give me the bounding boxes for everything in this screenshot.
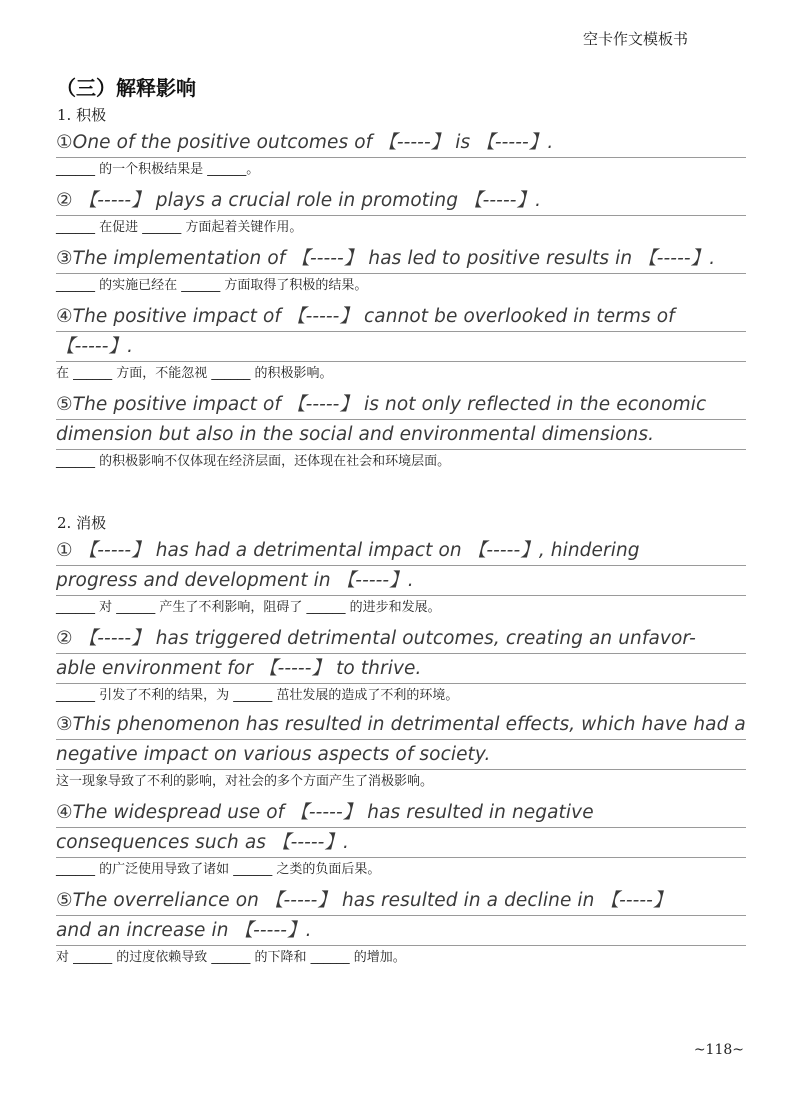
negative-item-2 bbox=[56, 624, 756, 706]
positive-heading: 1. 积极 bbox=[57, 106, 107, 124]
chinese-translation: ______ 的实施已经在 ______ 方面取得了积极的结果。 bbox=[56, 278, 368, 293]
chinese-translation: ______ 的一个积极结果是 ______。 bbox=[56, 162, 260, 177]
english-sentence-line: ③The implementation of 【-----】 has led to positive results in 【-----】. bbox=[56, 244, 746, 274]
negative-item-1 bbox=[56, 536, 756, 618]
chinese-translation: ______ 对 ______ 产生了不利影响，阻碍了 ______ 的进步和发展。 bbox=[56, 600, 441, 615]
english-sentence-line: ② 【-----】 has triggered detrimental outcomes, creating an unfavor- bbox=[56, 624, 746, 654]
chinese-translation: ______ 引发了不利的结果，为 ______ 茁壮发展的造成了不利的环境。 bbox=[56, 688, 459, 703]
english-sentence-line: ② 【-----】 plays a crucial role in promoting 【-----】. bbox=[56, 186, 746, 216]
chinese-translation: 对 ______ 的过度依赖导致 ______ 的下降和 ______ 的增加。 bbox=[56, 950, 406, 965]
english-sentence-line: consequences such as 【-----】. bbox=[56, 828, 746, 858]
page-number: ~118~ bbox=[693, 1042, 744, 1058]
english-sentence-line: progress and development in 【-----】. bbox=[56, 566, 746, 596]
english-sentence-line: ⑤The overreliance on 【-----】 has resulted in a decline in 【-----】 bbox=[56, 886, 746, 916]
positive-item-1 bbox=[56, 128, 756, 180]
section-title: （三）解释影响 bbox=[56, 76, 196, 100]
chinese-translation: 在 ______ 方面，不能忽视 ______ 的积极影响。 bbox=[56, 366, 333, 381]
english-sentence-line: ① 【-----】 has had a detrimental impact on 【-----】, hindering bbox=[56, 536, 746, 566]
english-sentence-line: 【-----】. bbox=[56, 332, 746, 362]
english-sentence-line: ⑤The positive impact of 【-----】 is not only reflected in the economic bbox=[56, 390, 746, 420]
english-sentence-line: ④The widespread use of 【-----】 has resulted in negative bbox=[56, 798, 746, 828]
positive-item-2 bbox=[56, 186, 756, 238]
negative-item-4 bbox=[56, 798, 756, 880]
positive-item-4 bbox=[56, 302, 756, 384]
negative-heading: 2. 消极 bbox=[57, 514, 107, 532]
book-title: 空卡作文模板书 bbox=[582, 30, 688, 48]
english-sentence-line: able environment for 【-----】 to thrive. bbox=[56, 654, 746, 684]
chinese-translation: ______ 在促进 ______ 方面起着关键作用。 bbox=[56, 220, 303, 235]
english-sentence-line: ①One of the positive outcomes of 【-----】 is 【-----】. bbox=[56, 128, 746, 158]
english-sentence-line: negative impact on various aspects of society. bbox=[56, 740, 746, 770]
english-sentence-line: ③This phenomenon has resulted in detrimental effects, which have had a bbox=[56, 710, 746, 740]
english-sentence-line: and an increase in 【-----】. bbox=[56, 916, 746, 946]
chinese-translation: ______ 的积极影响不仅体现在经济层面，还体现在社会和环境层面。 bbox=[56, 454, 451, 469]
positive-item-3 bbox=[56, 244, 756, 296]
positive-item-5 bbox=[56, 390, 756, 472]
chinese-translation: 这一现象导致了不利的影响，对社会的多个方面产生了消极影响。 bbox=[56, 774, 434, 789]
negative-item-3 bbox=[56, 710, 756, 792]
chinese-translation: ______ 的广泛使用导致了诸如 ______ 之类的负面后果。 bbox=[56, 862, 381, 877]
english-sentence-line: ④The positive impact of 【-----】 cannot be overlooked in terms of bbox=[56, 302, 746, 332]
english-sentence-line: dimension but also in the social and environmental dimensions. bbox=[56, 420, 746, 450]
negative-item-5 bbox=[56, 886, 756, 968]
